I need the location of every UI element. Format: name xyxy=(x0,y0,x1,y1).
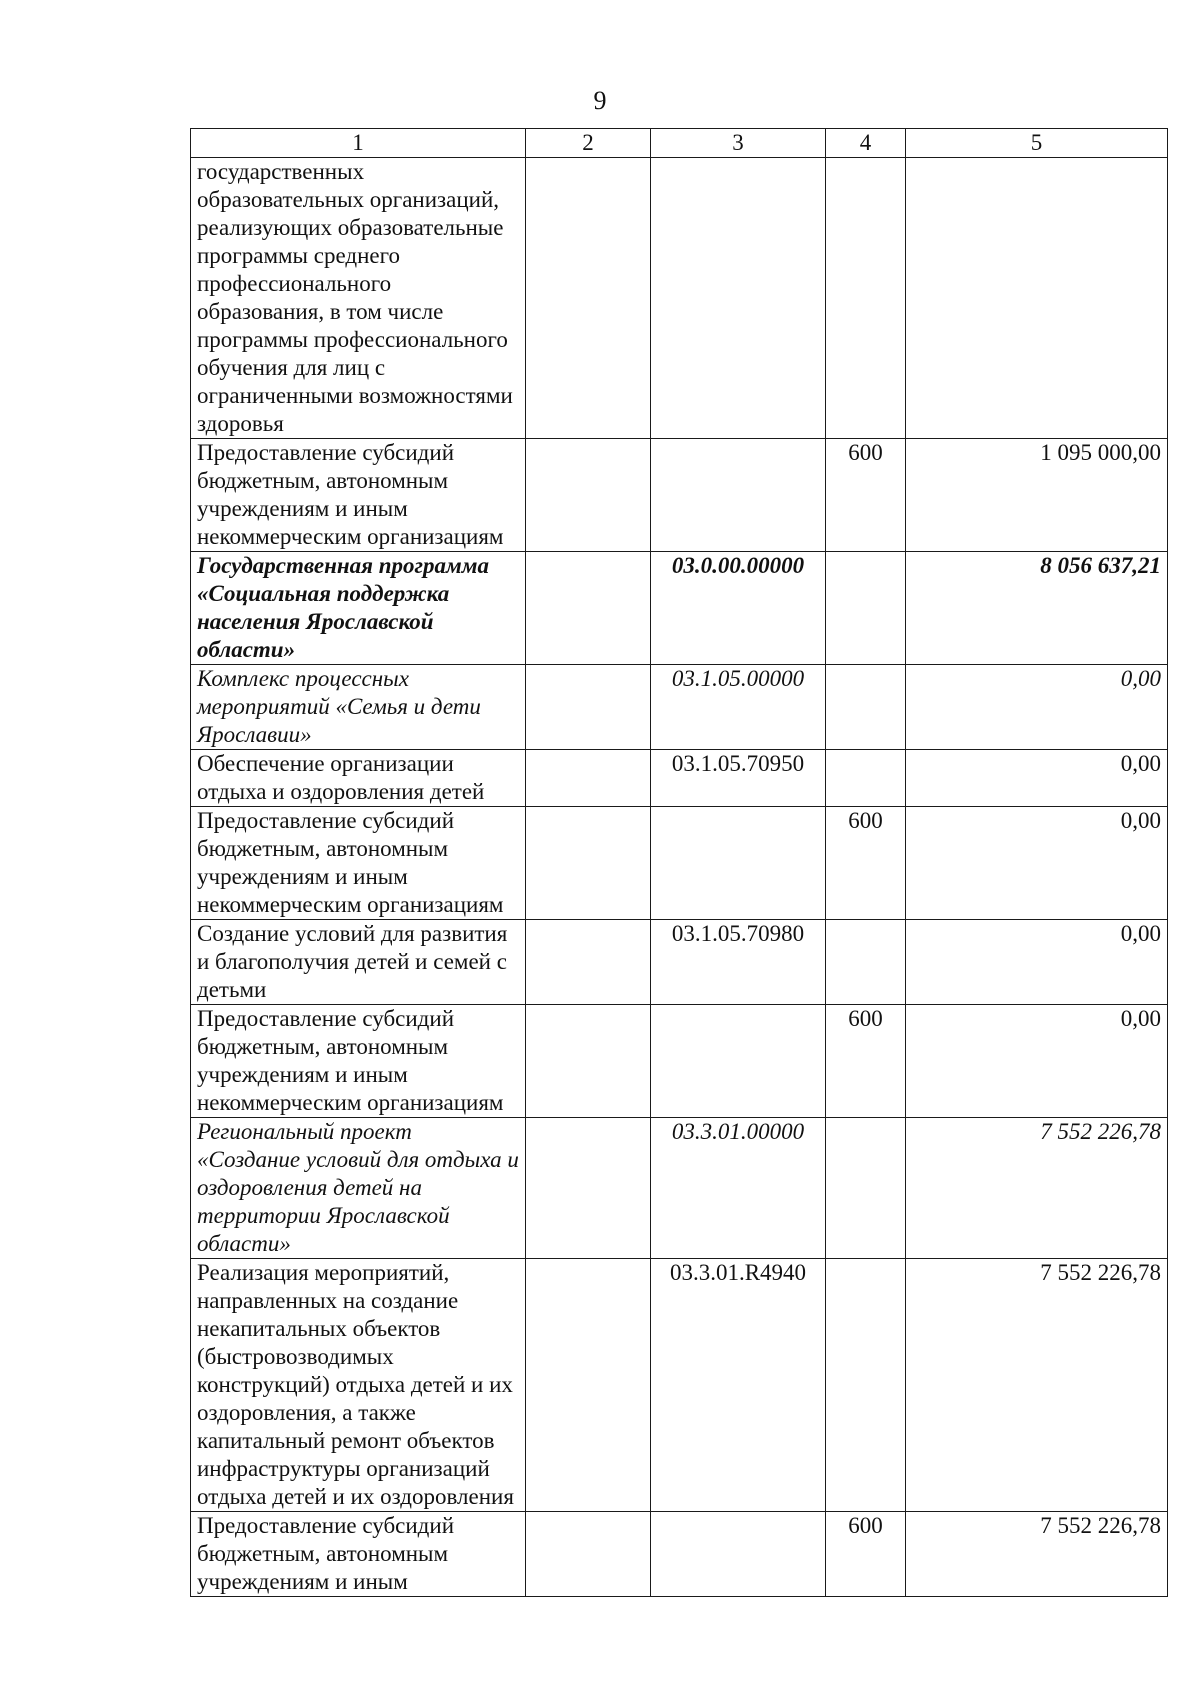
row-name-cell: Предоставление субсидий бюджетным, автономным учреждениям и иным некоммерческим организациям xyxy=(191,1005,526,1118)
row-amount-cell: 7 552 226,78 xyxy=(906,1259,1168,1512)
row-amount-cell: 0,00 xyxy=(906,750,1168,807)
row-amount-cell: 1 095 000,00 xyxy=(906,439,1168,552)
row-type-cell xyxy=(826,1259,906,1512)
table-row xyxy=(191,1512,1168,1597)
row-type-cell xyxy=(826,920,906,1005)
row-name-cell: Предоставление субсидий бюджетным, автономным учреждениям и иным xyxy=(191,1512,526,1597)
row-name-cell: Комплекс процессных мероприятий «Семья и дети Ярославии» xyxy=(191,665,526,750)
row-col2-cell xyxy=(526,920,651,1005)
row-amount-cell: 0,00 xyxy=(906,665,1168,750)
row-col2-cell xyxy=(526,665,651,750)
table-body xyxy=(191,158,1168,1597)
table-row xyxy=(191,1259,1168,1512)
table-row xyxy=(191,807,1168,920)
row-name-cell: Предоставление субсидий бюджетным, автономным учреждениям и иным некоммерческим организациям xyxy=(191,439,526,552)
row-col2-cell xyxy=(526,807,651,920)
header-col-3: 3 xyxy=(651,129,826,158)
row-name-cell: Предоставление субсидий бюджетным, автономным учреждениям и иным некоммерческим организациям xyxy=(191,807,526,920)
row-type-cell: 600 xyxy=(826,1005,906,1118)
row-code-cell: 03.1.05.00000 xyxy=(651,665,826,750)
row-amount-cell: 7 552 226,78 xyxy=(906,1118,1168,1259)
row-type-cell xyxy=(826,158,906,439)
header-col-4: 4 xyxy=(826,129,906,158)
row-col2-cell xyxy=(526,750,651,807)
row-col2-cell xyxy=(526,1118,651,1259)
row-amount-cell: 8 056 637,21 xyxy=(906,552,1168,665)
row-code-cell xyxy=(651,807,826,920)
row-amount-cell: 0,00 xyxy=(906,807,1168,920)
row-code-cell xyxy=(651,439,826,552)
row-type-cell: 600 xyxy=(826,439,906,552)
table-row xyxy=(191,158,1168,439)
row-code-cell xyxy=(651,1005,826,1118)
table-row xyxy=(191,665,1168,750)
table-row xyxy=(191,750,1168,807)
row-code-cell xyxy=(651,158,826,439)
row-name-cell: Региональный проект «Создание условий для отдыха и оздоровления детей на территории Ярославской области» xyxy=(191,1118,526,1259)
table-row xyxy=(191,1005,1168,1118)
table-row xyxy=(191,439,1168,552)
table-row xyxy=(191,552,1168,665)
row-type-cell: 600 xyxy=(826,1512,906,1597)
header-col-2: 2 xyxy=(526,129,651,158)
table-row xyxy=(191,920,1168,1005)
row-col2-cell xyxy=(526,1512,651,1597)
row-type-cell xyxy=(826,665,906,750)
table-header-row xyxy=(191,129,1168,158)
row-type-cell xyxy=(826,750,906,807)
row-type-cell xyxy=(826,1118,906,1259)
row-type-cell xyxy=(826,552,906,665)
row-col2-cell xyxy=(526,439,651,552)
row-name-cell: государственных образовательных организаций, реализующих образовательные программы среднего профессионального образования, в том числе программы профессионального обучения для лиц с ограниченными возможностями здоровья xyxy=(191,158,526,439)
row-type-cell: 600 xyxy=(826,807,906,920)
row-amount-cell: 0,00 xyxy=(906,920,1168,1005)
row-name-cell: Обеспечение организации отдыха и оздоровления детей xyxy=(191,750,526,807)
header-col-1: 1 xyxy=(191,129,526,158)
row-code-cell xyxy=(651,1512,826,1597)
row-col2-cell xyxy=(526,158,651,439)
row-amount-cell: 7 552 226,78 xyxy=(906,1512,1168,1597)
row-name-cell: Реализация мероприятий, направленных на создание некапитальных объектов (быстровозводимых конструкций) отдыха детей и их оздоровления, а также капитальный ремонт объектов инфраструктуры организаций отдыха детей и их оздоровления xyxy=(191,1259,526,1512)
row-name-cell: Государственная программа «Социальная поддержка населения Ярославской области» xyxy=(191,552,526,665)
row-col2-cell xyxy=(526,1259,651,1512)
row-amount-cell: 0,00 xyxy=(906,1005,1168,1118)
row-code-cell: 03.3.01.00000 xyxy=(651,1118,826,1259)
row-code-cell: 03.1.05.70980 xyxy=(651,920,826,1005)
row-name-cell: Создание условий для развития и благополучия детей и семей с детьми xyxy=(191,920,526,1005)
header-col-5: 5 xyxy=(906,129,1168,158)
row-amount-cell xyxy=(906,158,1168,439)
row-code-cell: 03.1.05.70950 xyxy=(651,750,826,807)
budget-table xyxy=(190,128,1168,1597)
page-number: 9 xyxy=(593,86,607,115)
row-code-cell: 03.0.00.00000 xyxy=(651,552,826,665)
row-col2-cell xyxy=(526,1005,651,1118)
row-col2-cell xyxy=(526,552,651,665)
table-row xyxy=(191,1118,1168,1259)
row-code-cell: 03.3.01.R4940 xyxy=(651,1259,826,1512)
